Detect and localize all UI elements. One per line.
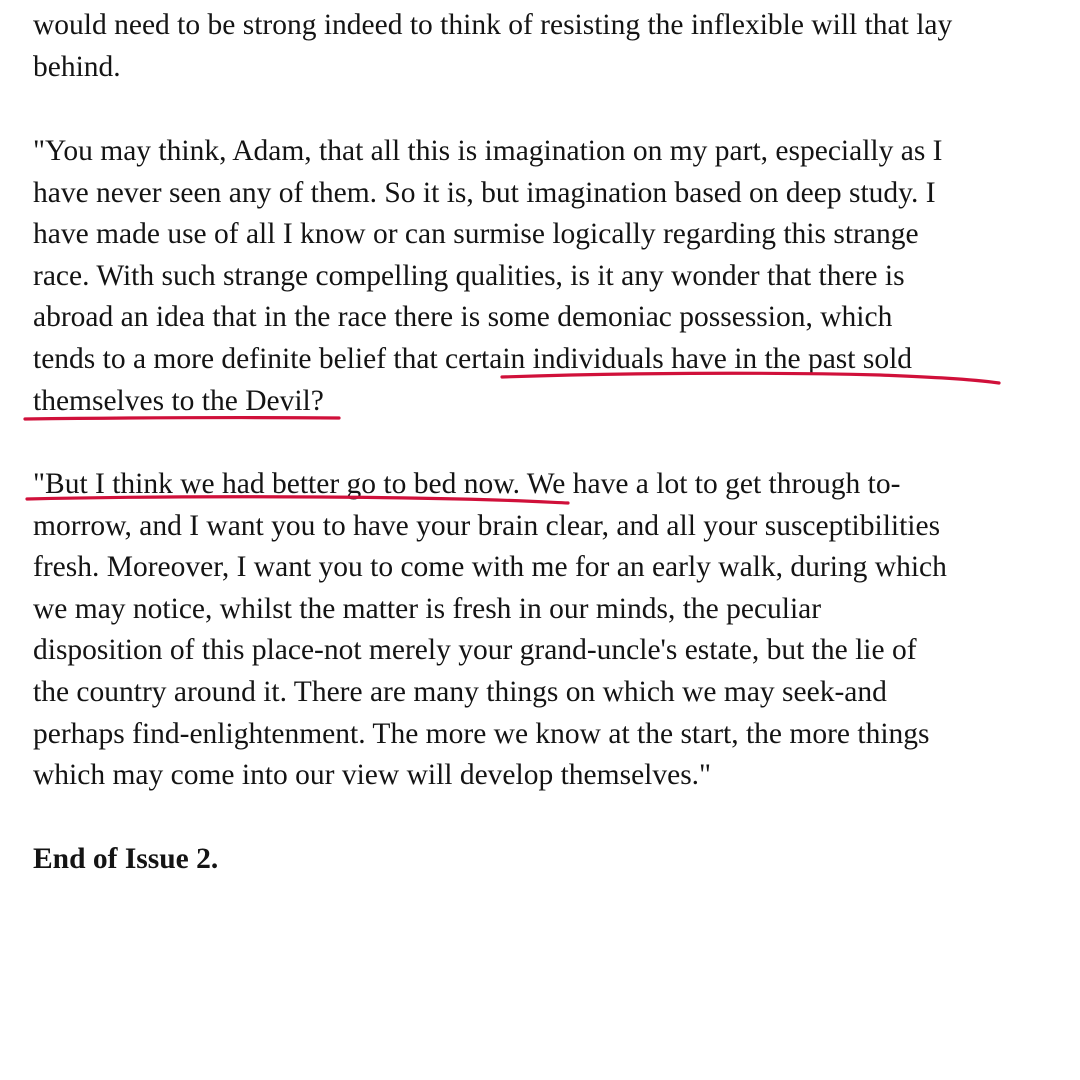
highlighted-phrase-devil: certain individuals have in the past sold themselves to the Devil: [33, 342, 913, 417]
paragraph-3-text: We have a lot to get through to- morrow, and I want you to have your brain clear, and all your susceptibilities fresh. Moreover, I want you to come with me for an early walk, during which we may notice, whilst the matter is fresh in our minds, the peculiar disposition of this place-not merely your grand-uncle's estate, but the lie of the country around it. There are many things on which we may seek-and perhaps find-enlightenment. The more we know at the start, the more things which may come into our view will develop themselves.": [33, 468, 947, 792]
paragraph-3: [33, 464, 1063, 797]
paragraph-2: [33, 131, 1063, 422]
paragraph-2-end: ?: [310, 384, 324, 417]
paragraph-1: would need to be strong indeed to think of resisting the inflexible will that lay behind.: [33, 9, 953, 83]
paragraph-2-text: "You may think, Adam, that all this is imagination on my part, especially as I have never seen any of them. So it is, but imagination based on deep study. I have made use of all I know or can surmise logically regarding this strange race. With such strange compelling qualities, is it any wonder that there is abroad an idea that in the race there is some demoniac possession, which tends to a more definite belief that: [33, 135, 943, 375]
highlighted-phrase-bed: "But I think we had better go to bed now.: [33, 468, 520, 500]
end-of-issue: End of Issue 2.: [33, 843, 219, 875]
